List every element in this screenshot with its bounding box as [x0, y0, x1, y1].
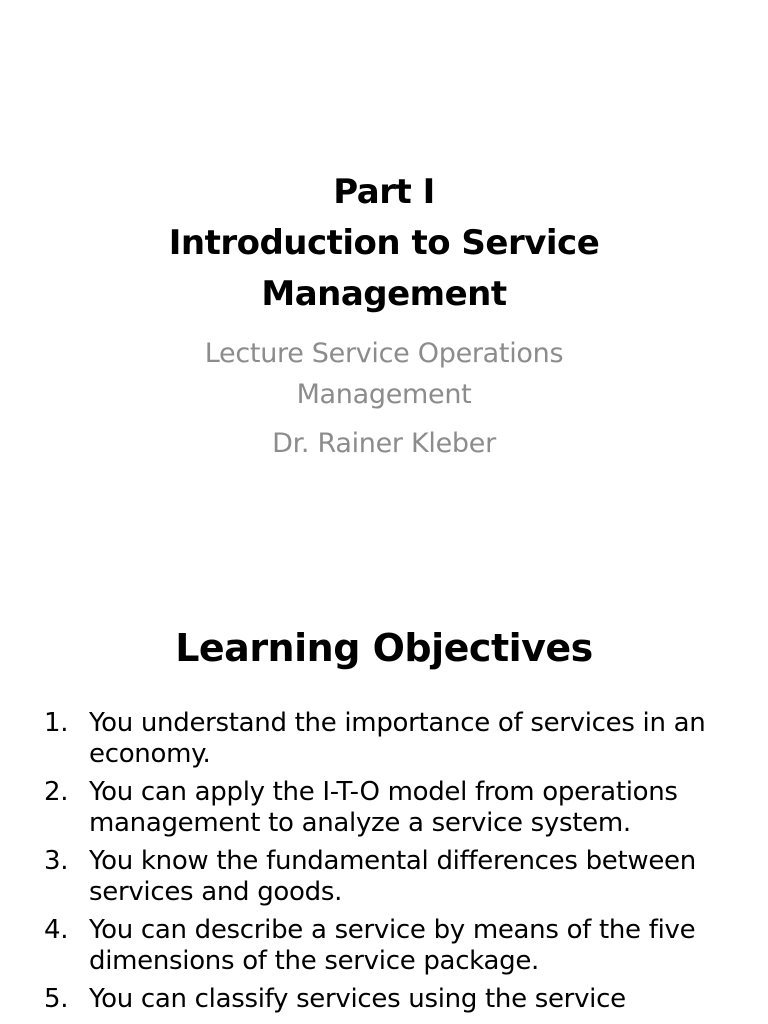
- objectives-title: Learning Objectives: [175, 626, 593, 670]
- objective-text: You understand the importance of services in an economy.: [89, 708, 706, 769]
- objective-number: 4.: [44, 915, 69, 945]
- title-line-1: Part I: [333, 172, 435, 212]
- objective-item: [0, 708, 768, 770]
- slide-title: [0, 167, 768, 320]
- objective-text: You can apply the I-T-O model from operations management to analyze a service system.: [89, 777, 678, 838]
- slide-subtitle: [0, 333, 768, 464]
- subtitle-line-1: Lecture Service Operations: [204, 338, 564, 369]
- objective-number: 3.: [44, 846, 69, 876]
- objective-number: 5.: [44, 984, 69, 1014]
- subtitle-line-2: Management: [296, 379, 472, 410]
- objectives-list: [0, 708, 768, 1022]
- title-line-3: Management: [261, 274, 507, 314]
- objective-number: 2.: [44, 777, 69, 807]
- objective-item: [0, 984, 768, 1015]
- objectives-slide: [0, 580, 768, 1024]
- objective-text: You know the fundamental differences between services and goods.: [89, 846, 696, 907]
- objective-text: You can classify services using the service: [89, 984, 626, 1014]
- author-name: Dr. Rainer Kleber: [272, 428, 496, 459]
- objective-item: [0, 846, 768, 908]
- objective-item: [0, 915, 768, 977]
- objective-number: 1.: [44, 708, 69, 738]
- objective-item: [0, 777, 768, 839]
- title-line-2: Introduction to Service: [168, 223, 600, 263]
- objective-text: You can describe a service by means of the five dimensions of the service package.: [89, 915, 696, 976]
